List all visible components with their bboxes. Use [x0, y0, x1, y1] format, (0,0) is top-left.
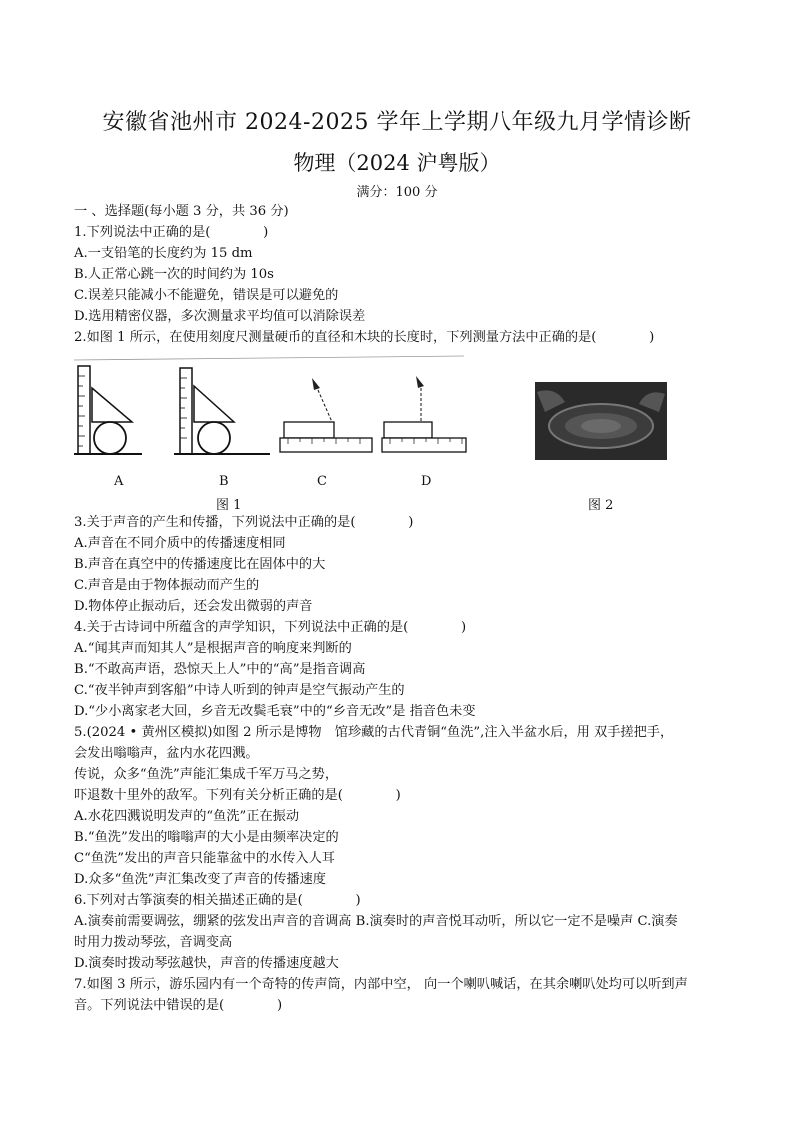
exam-title: 安徽省池州市 2024-2025 学年上学期八年级九月学情诊断: [102, 110, 692, 135]
q5-option-a: A.水花四溅说明发声的“鱼洗”正在振动: [74, 809, 300, 824]
q3-option-c: C.声音是由于物体振动而产生的: [74, 578, 260, 593]
q3-option-a: A.声音在不同介质中的传播速度相同: [74, 536, 286, 551]
q5-option-b: B.“鱼洗”发出的嗡嗡声的大小是由频率决定的: [74, 830, 339, 845]
figure-2-bronze-basin-photo: [535, 382, 667, 460]
q3-option-d: D.物体停止振动后，还会发出微弱的声音: [74, 599, 313, 614]
q4-stem: 4.关于古诗词中所蕴含的声学知识，下列说法中正确的是( ): [74, 620, 467, 635]
q5-option-c: C“鱼洗”发出的声音只能靠盆中的水传入人耳: [74, 851, 335, 866]
figure-1-label-a: A: [114, 474, 124, 489]
q5-stem-line-2: 会发出嗡嗡声，盆内水花四溅。: [74, 746, 259, 761]
q6-options-a-b-c: A.演奏前需要调弦，绷紧的弦发出声音的音调高 B.演奏时的声音悦耳动听，所以它一定不是噪声 C.演奏: [74, 914, 678, 929]
q1-stem: 1.下列说法中正确的是( ): [74, 225, 269, 240]
q5-stem-line-3: 传说，众多“鱼洗”声能汇集成千军万马之势，: [74, 767, 339, 782]
figure-1-option-a-drawing: [74, 366, 142, 454]
exam-subtitle: 物理（2024 沪粤版）: [293, 151, 501, 175]
q4-option-b: B.“不敢高声语，恐惊天上人”中的“高”是指音调高: [74, 662, 366, 677]
q5-option-d: D.众多“鱼洗”声汇集改变了声音的传播速度: [74, 872, 326, 887]
figure-1-label-d: D: [421, 474, 432, 489]
q3-stem: 3.关于声音的产生和传播，下列说法中正确的是( ): [74, 515, 414, 530]
q1-option-b: B.人正常心跳一次的时间约为 10s: [74, 267, 274, 282]
figure-1-option-b-drawing: [174, 368, 270, 454]
figure-2-caption: 图 2: [588, 498, 614, 513]
figure-1-label-c: C: [317, 474, 327, 489]
q1-option-a: A.一支铅笔的长度约为 15 dm: [74, 246, 253, 261]
section-heading: 一 、选择题(每小题 3 分，共 36 分): [74, 204, 289, 219]
q4-option-c: C.“夜半钟声到客船”中诗人听到的钟声是空气振动产生的: [74, 683, 405, 698]
figure-1-label-b: B: [219, 474, 229, 489]
q7-stem-line-2: 音。下列说法中错误的是( ): [74, 998, 283, 1013]
q7-stem-line-1: 7.如图 3 所示，游乐园内有一个奇特的传声筒，内部中空， 向一个喇叭喊话，在其余喇叭处均可以听到声: [74, 977, 688, 992]
q6-option-c-continued: 时用力拨动琴弦，音调变高: [74, 935, 233, 950]
q4-option-a: A.“闻其声而知其人”是根据声音的响度来判断的: [74, 641, 352, 656]
q1-option-d: D.选用精密仪器，多次测量求平均值可以消除误差: [74, 309, 366, 324]
q1-option-c: C.误差只能减小不能避免，错误是可以避免的: [74, 288, 339, 303]
q5-stem-line-1: 5.(2024 • 黄州区模拟)如图 2 所示是博物 馆珍藏的古代青铜“鱼洗”,注入半盆水后，用 双手搓把手，: [74, 725, 674, 740]
full-score: 满分：100 分: [356, 185, 438, 200]
q6-option-d: D.演奏时拨动琴弦越快，声音的传播速度越大: [74, 956, 339, 971]
q4-option-d: D.“少小离家老大回，乡音无改鬓毛衰”中的“乡音无改”是 指音色未变: [74, 704, 476, 719]
q6-stem: 6.下列对古筝演奏的相关描述正确的是( ): [74, 893, 361, 908]
figure-1-option-c-drawing: [280, 378, 372, 452]
q3-option-b: B.声音在真空中的传播速度比在固体中的大: [74, 557, 326, 572]
figure-1-option-d-drawing: [382, 376, 466, 452]
figure-1-caption: 图 1: [216, 498, 242, 513]
q2-stem: 2.如图 1 所示，在使用刻度尺测量硬币的直径和木块的长度时，下列测量方法中正确的是( ): [74, 330, 655, 345]
q5-stem-line-4: 吓退数十里外的敌军。下列有关分析正确的是( ): [74, 788, 401, 803]
figure-1-ruler-measurements: [74, 350, 474, 465]
